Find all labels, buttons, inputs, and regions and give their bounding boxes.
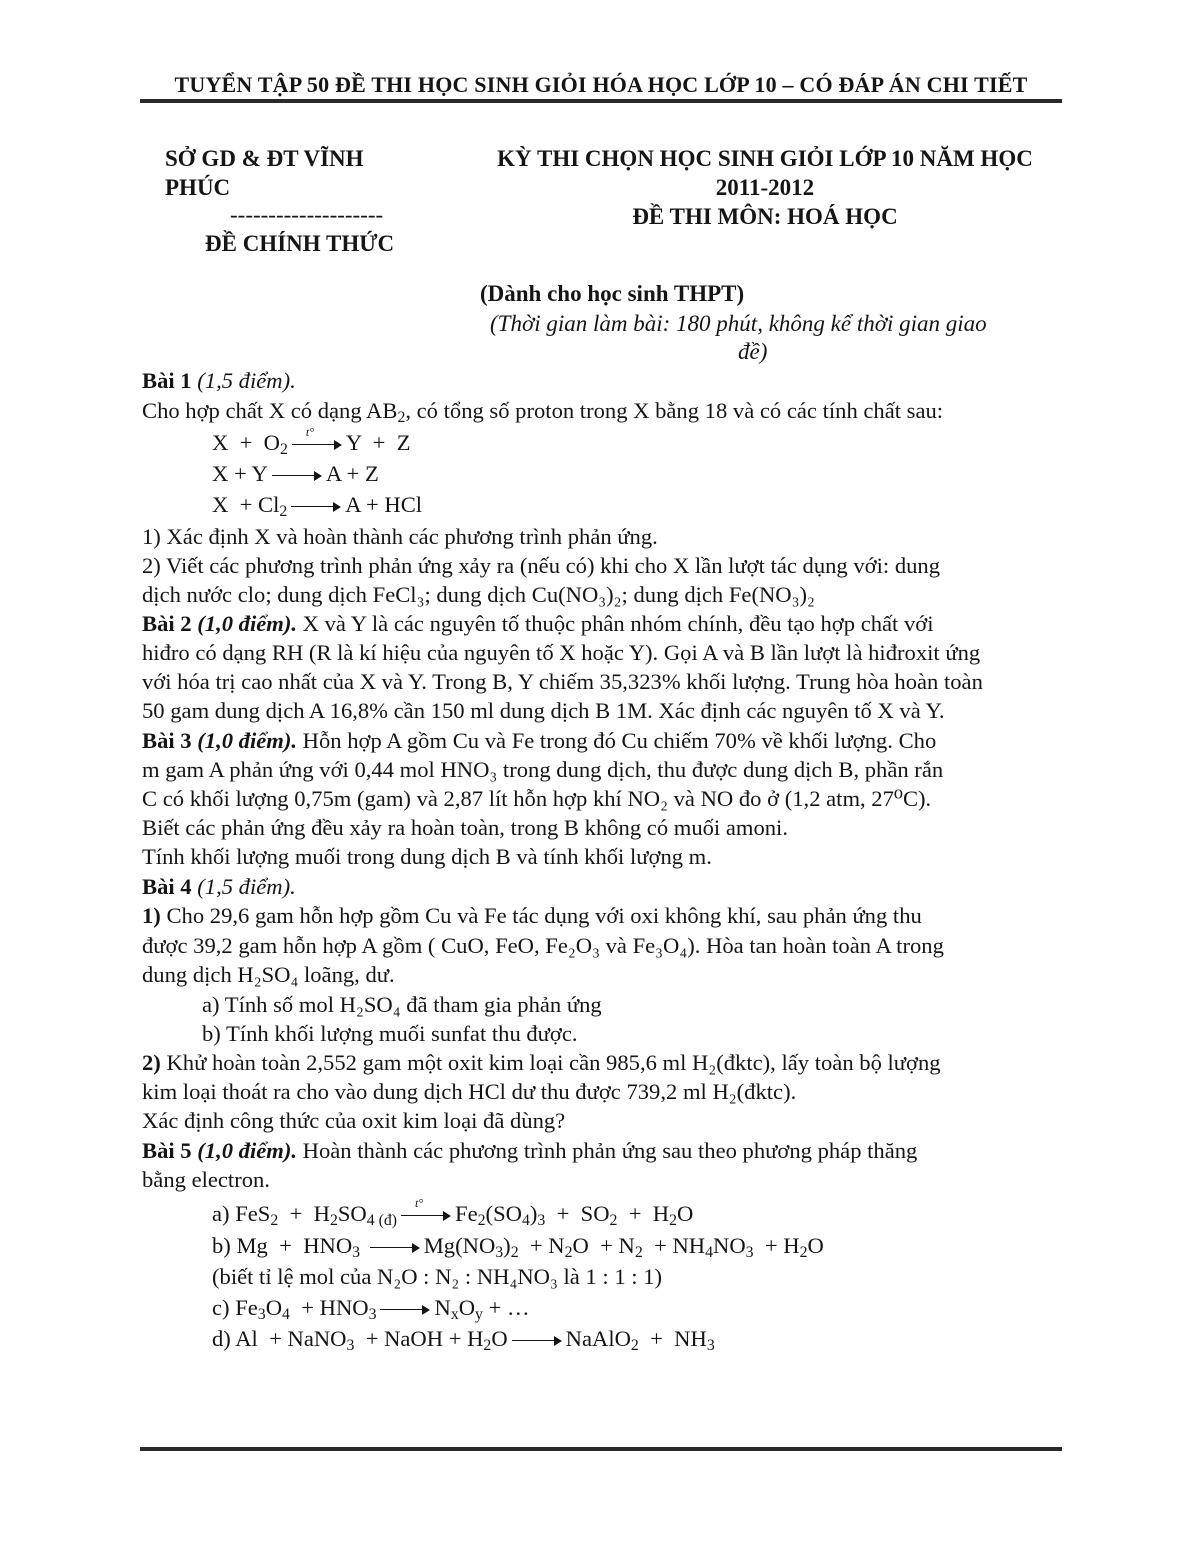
problem-3-line-2: m gam A phản ứng với 0,44 mol HNO₃ trong dung dịch, thu được dung dịch B, phần rắn xyxy=(142,757,944,782)
problem-5-points: (1,0 điểm). xyxy=(197,1138,298,1163)
time-note-line-1: (Thời gian làm bài: 180 phút, không kể thời gian giao xyxy=(490,311,987,336)
problem-3-points: (1,0 điểm). xyxy=(197,728,298,753)
problem-2-line-1: Bài 2 (1,0 điểm). X và Y là các nguyên tố thuộc phân nhóm chính, đều tạo hợp chất với xyxy=(142,611,934,636)
reaction-b: b) $Mg + HNO_3$ $Mg(NO_3)_2 + N_2O + N_2 + NH_4NO_3 + H_2O$ xyxy=(212,1233,824,1261)
problem-4-part-1-line-1: 1) Cho 29,6 gam hỗn hợp gồm Cu và Fe tác dụng với oxi không khí, sau phản ứng thu xyxy=(142,903,922,928)
equation-2: X + Y A + Z xyxy=(212,461,379,486)
department-line-1: SỞ GD & ĐT VĨNH xyxy=(165,146,364,171)
problem-4-points: (1,5 điểm). xyxy=(197,874,296,899)
problem-5-title: Bài 5 xyxy=(142,1138,192,1163)
problem-2-line-3: với hóa trị cao nhất của X và Y. Trong B, Y chiếm 35,323% khối lượng. Trung hòa hoàn toàn xyxy=(142,669,983,694)
problem-1-question-2-line-2: dịch nước clo; dung dịch FeCl₃; dung dịch Cu(NO₃)₂; dung dịch Fe(NO₃)₂ xyxy=(142,582,815,607)
header-divider xyxy=(140,99,1062,103)
problem-4-heading xyxy=(142,872,296,901)
equation-3: $X + Cl_2$ A + HCl xyxy=(212,492,423,520)
problem-1-intro: Cho hợp chất X có dạng $AB_2$, có tổng số proton trong X bằng 18 và có các tính chất sau: xyxy=(142,398,944,426)
problem-3-line-3: C có khối lượng 0,75m (gam) và 2,87 lít hỗn hợp khí NO₂ và NO đo ở (1,2 atm, 27⁰C). xyxy=(142,786,932,811)
problem-4-part-1-line-2: được 39,2 gam hỗn hợp A gồm ( CuO, FeO, Fe₂O₃ và Fe₃O₄). Hòa tan hoàn toàn A trong xyxy=(142,933,944,958)
problem-2-title: Bài 2 xyxy=(142,611,192,636)
problem-4-part-2-line-1: 2) Khử hoàn toàn 2,552 gam một oxit kim loại cần 985,6 ml H₂(đktc), lấy toàn bộ lượng xyxy=(142,1050,941,1075)
problem-4-part-1-a: a) Tính số mol H₂SO₄ đã tham gia phản ứng xyxy=(202,992,602,1017)
exam-subject: ĐỀ THI MÔN: HOÁ HỌC xyxy=(632,204,898,229)
problem-4-part-2-line-2: kim loại thoát ra cho vào dung dịch HCl dư thu được 739,2 ml H₂(đktc). xyxy=(142,1079,797,1104)
problem-3-line-4: Biết các phản ứng đều xảy ra hoàn toàn, trong B không có muối amoni. xyxy=(142,815,788,840)
problem-4-title: Bài 4 xyxy=(142,874,192,899)
problem-3-title: Bài 3 xyxy=(142,728,192,753)
time-note-line-2: đề) xyxy=(738,339,768,364)
exam-title-line-1: KỲ THI CHỌN HỌC SINH GIỎI LỚP 10 NĂM HỌC xyxy=(497,146,1033,171)
exam-title-year: 2011-2012 xyxy=(715,175,815,200)
reaction-d: d) Al + NaNO$_3$ + NaOH + $H_2O$ NaAlO$_2$ + $NH_3$ xyxy=(212,1326,715,1354)
problem-1-question-2-line-1: 2) Viết các phương trình phản ứng xảy ra (nếu có) khi cho X lần lượt tác dụng với: dung xyxy=(142,553,941,578)
problem-1-question-1: 1) Xác định X và hoàn thành các phương trình phản ứng. xyxy=(142,524,658,549)
official-exam-label: ĐỀ CHÍNH THỨC xyxy=(205,231,395,256)
footer-divider xyxy=(140,1447,1062,1451)
problem-4-part-1-line-3: dung dịch H₂SO₄ loãng, dư. xyxy=(142,962,395,987)
problem-5-line-2: bằng electron. xyxy=(142,1167,270,1192)
page-header: TUYỂN TẬP 50 ĐỀ THI HỌC SINH GIỎI HÓA HỌC LỚP 10 – CÓ ĐÁP ÁN CHI TIẾT xyxy=(174,72,1028,97)
audience-note: (Dành cho học sinh THPT) xyxy=(480,281,745,306)
problem-2-line-2: hiđro có dạng RH (R là kí hiệu của nguyên tố X hoặc Y). Gọi A và B lần lượt là hiđroxit ứng xyxy=(142,640,981,665)
problem-2-points: (1,0 điểm). xyxy=(197,611,298,636)
problem-4-part-2-line-3: Xác định công thức của oxit kim loại đã dùng? xyxy=(142,1108,566,1133)
problem-3-line-5: Tính khối lượng muối trong dung dịch B và tính khối lượng m. xyxy=(142,844,712,869)
problem-1-title: Bài 1 xyxy=(142,368,192,393)
reaction-b-note: (biết tỉ lệ mol của N₂O : N₂ : NH₄NO₃ là 1 : 1 : 1) xyxy=(212,1264,663,1289)
problem-1-heading xyxy=(142,366,296,395)
exam-title xyxy=(470,144,1060,231)
problem-2-line-4: 50 gam dung dịch A 16,8% cần 150 ml dung dịch B 1M. Xác định các nguyên tố X và Y. xyxy=(142,698,945,723)
reaction-c: c) $Fe_3O_4 + HNO_3$ $N_xO_y$ + … xyxy=(212,1295,530,1323)
department-name xyxy=(165,144,364,202)
reaction-a: a) $FeS_2 + H_2SO_{4 (đ)}$ t° $Fe_2(SO_4)_3 + SO_2 + H_2O$ xyxy=(212,1195,694,1229)
department-line-2: PHÚC xyxy=(165,175,231,200)
problem-3-line-1: Bài 3 (1,0 điểm). Hỗn hợp A gồm Cu và Fe trong đó Cu chiếm 70% về khối lượng. Cho xyxy=(142,728,937,753)
dash-separator: -------------------- xyxy=(230,202,384,227)
problem-5-line-1: Bài 5 (1,0 điểm). Hoàn thành các phương trình phản ứng sau theo phương pháp thăng xyxy=(142,1138,918,1163)
problem-1-points: (1,5 điểm). xyxy=(197,368,296,393)
equation-1: $X + O_2$ t° Y + Z xyxy=(212,424,411,458)
problem-4-part-1-b: b) Tính khối lượng muối sunfat thu được. xyxy=(202,1021,578,1046)
